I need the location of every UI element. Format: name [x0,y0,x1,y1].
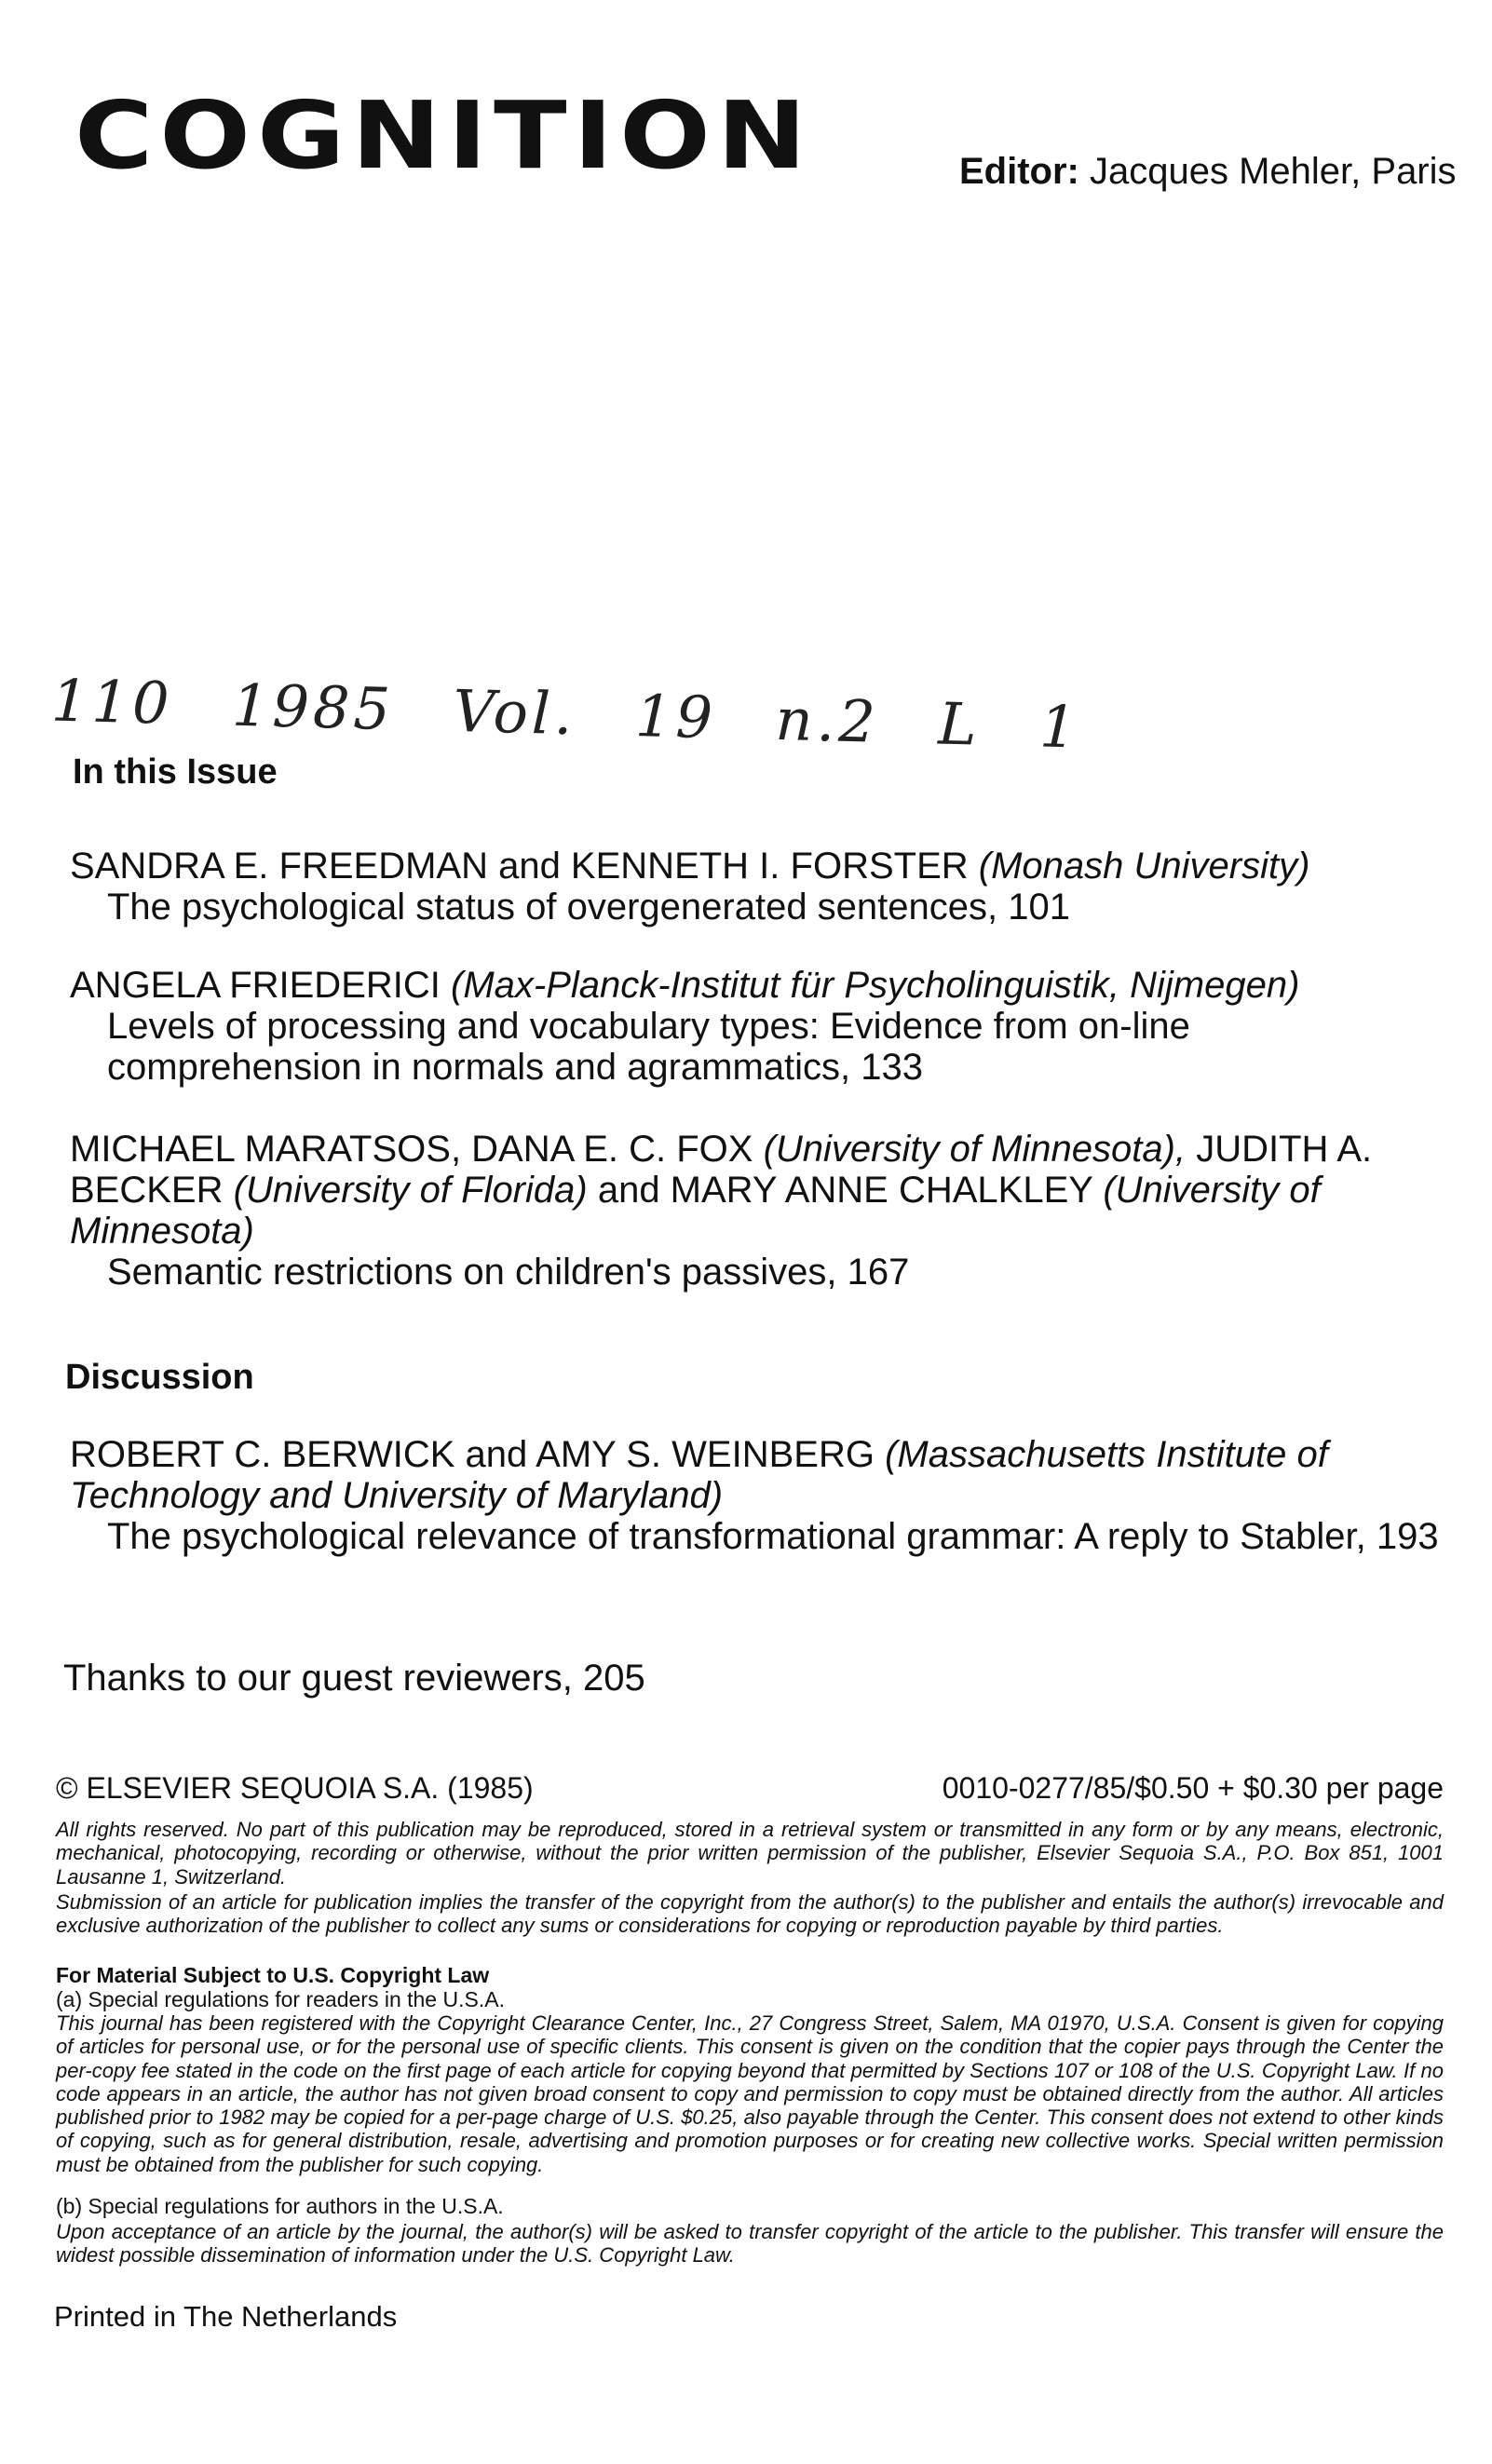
in-this-issue-heading: In this Issue [73,752,278,792]
article-title: The psychological status of overgenerated sentences, 101 [107,887,1070,927]
editor-name: Jacques Mehler, Paris [1090,151,1457,192]
discussion-heading: Discussion [65,1358,254,1397]
author-names: JUDITH A. BECKER [70,1129,1373,1211]
submission-paragraph: Submission of an article for publication implies the transfer of the copyright from the author(s) to the publisher and entails the author(s) irrevocable and exclusive authorization of the publisher to collect any sums or considerations for copying or reproduction payable by third parties. [56,1890,1444,1938]
article-authors [70,1129,1448,1252]
printed-line: Printed in The Netherlands [54,2300,398,2333]
author-affiliation: (University of Minnesota) [70,1170,1321,1252]
article-title: Levels of processing and vocabulary types: Evidence from on-line comprehension in normals and agrammatics, 133 [107,1006,1190,1088]
author-names: and MARY ANNE CHALKLEY [597,1170,1093,1211]
author-names: MICHAEL MARATSOS, DANA E. C. FOX [70,1129,753,1170]
author-affiliation: (Max-Planck-Institut für Psycholinguistik, Nijmegen) [451,965,1300,1006]
copyright-notice: © ELSEVIER SEQUOIA S.A. (1985) [56,1771,534,1805]
author-names: ANGELA FRIEDERICI [70,965,441,1006]
article-entry [70,1129,1448,1293]
journal-logo: COGNITION [75,81,813,190]
author-affiliation: (University of Florida) [233,1170,588,1211]
author-affiliation: (Massachusetts Institute of Technology and University of Maryland) [70,1434,1328,1516]
us-authors-label: (b) Special regulations for authors in the U.S.A. [56,2194,504,2218]
author-names: ROBERT C. BERWICK and AMY S. WEINBERG [70,1434,875,1475]
article-title: The psychological relevance of transformational grammar: A reply to Stabler, 193 [107,1516,1439,1557]
article-authors [70,846,1448,887]
article-entry [70,1434,1448,1557]
thanks-line: Thanks to our guest reviewers, 205 [63,1658,645,1699]
article-entry [70,965,1448,1088]
author-affiliation: (University of Minnesota), [763,1129,1187,1170]
copyright-code: 0010-0277/85/$0.50 + $0.30 per page [942,1771,1444,1805]
editor-line [959,151,1457,193]
editor-label: Editor: [959,151,1079,192]
handwritten-note: 110 1985 Vol. 19 n.2 L 1 [50,666,1081,762]
article-authors [70,1434,1448,1516]
rights-paragraph: All rights reserved. No part of this publication may be reproduced, stored in a retrieval system or transmitted in any form or by any means, electronic, mechanical, photocopying, recording or otherwise, without the prior written permission of the publisher, Elsevier Sequoia S.A., P.O. Box 851, 1001 Lausanne 1, Switzerland. [56,1818,1444,1889]
article-entry [70,846,1448,927]
article-title: Semantic restrictions on children's passives, 167 [107,1252,910,1293]
copyright-line [56,1771,1444,1806]
author-affiliation: (Monash University) [978,846,1310,887]
us-authors-paragraph: Upon acceptance of an article by the journal, the author(s) will be asked to transfer copyright of the article to the publisher. This transfer will ensure the widest possible dissemination of information under the U.S. Copyright Law. [56,2220,1444,2268]
us-copyright-heading: For Material Subject to U.S. Copyright Law [56,1963,490,1987]
us-readers-paragraph: This journal has been registered with the Copyright Clearance Center, Inc., 27 Congress Street, Salem, MA 01970, U.S.A. Consent is given for copying of articles for personal use, or for the personal use of specific clients. This consent is given on the condition that the copier pays through the Center the per-copy fee stated in the code on the first page of each article for copying beyond that permitted by Sections 107 or 108 of the U.S. Copyright Law. If no code appears in an article, the author has not given broad consent to copy and permission to copy must be obtained directly from the author. All articles published prior to 1982 may be copied for a per-page charge of U.S. $0.25, also payable through the Center. This consent does not extend to other kinds of copying, such as for general distribution, resale, advertising and promotion purposes or for creating new collective works. Special written permission must be obtained from the publisher for such copying. [56,2011,1444,2176]
article-authors [70,965,1448,1006]
us-readers-label: (a) Special regulations for readers in the U.S.A. [56,1987,505,2011]
author-names: SANDRA E. FREEDMAN and KENNETH I. FORSTER [70,846,969,887]
